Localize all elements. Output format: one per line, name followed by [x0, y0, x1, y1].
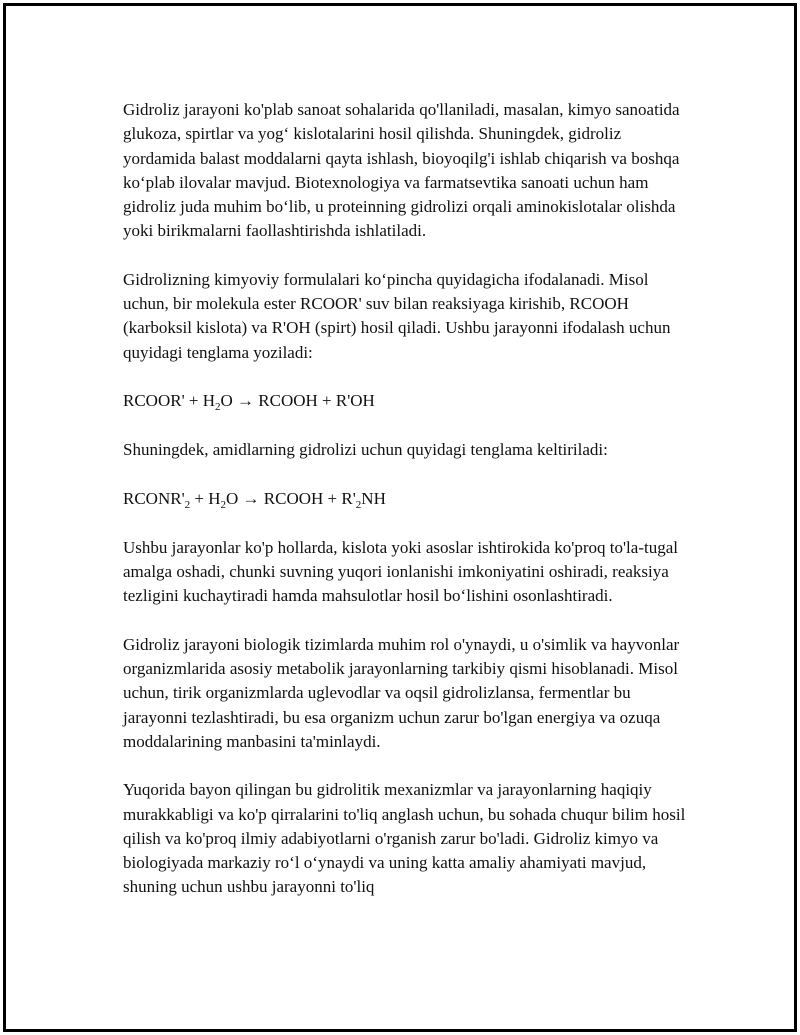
equation2-subscript-2: 2 [220, 498, 227, 511]
paragraph-industrial-uses: Gidroliz jarayoni ko'plab sanoat sohalarida qo'llaniladi, masalan, kimyo sanoatida glukoza, spirtlar va yog‘ kislotalarini hosil qilishda. Shuningdek, gidroliz yordamida balast moddalarni qayta ishlash, bioyoqilg'i ishlab chiqarish va boshqa ko‘plab ilovalar mavjud. Biotexnologiya va farmatsevtika sanoati uchun ham gidroliz juda muhim bo‘lib, u proteinning gidrolizi orqali aminokislotalar olishda yoki birikmalarni faollashtirishda ishlatiladi. [123, 100, 680, 241]
equation1-part-a: RCOOR' + H [123, 390, 215, 410]
paragraph-biological-role: Gidroliz jarayoni biologik tizimlarda muhim rol o'ynaydi, u o'simlik va hayvonlar organizmlarida asosiy metabolik jarayonlarning tarkibiy qismi hisoblanadi. Misol uchun, tirik organizmlarda uglevodlar va oqsil gidrolizlansa, fermentlar bu jarayonni tezlashtiradi, bu esa organizm uchun zarur bo'lgan energiya va ozuqa moddalarining manbasini ta'minlaydi. [123, 634, 680, 751]
equation1-subscript: 2 [215, 400, 221, 413]
page-frame [3, 3, 797, 1032]
equation1-part-b: O → RCOOH + R'OH [220, 390, 375, 410]
equation2-part-b: + H [190, 488, 221, 508]
equation-amide-hydrolysis [123, 487, 698, 511]
paragraph-catalysis: Ushbu jarayonlar ko'p hollarda, kislota yoki asoslar ishtirokida ko'proq to'la-tugal amalga oshadi, chunki suvning yuqori ionlanishi imkoniyatini oshiradi, reaksiya tezligini kuchaytiradi hamda mahsulotlar hosil bo‘lishini osonlashtiradi. [123, 537, 678, 606]
equation-ester-hydrolysis [123, 389, 698, 413]
paragraph-chemical-formulas: Gidrolizning kimyoviy formulalari ko‘pincha quyidagicha ifodalanadi. Misol uchun, bir molekula ester RCOOR' suv bilan reaksiyaga kirishib, RCOOH (karboksil kislota) va R'OH (spirt) hosil qiladi. Ushbu jarayonni ifodalash uchun quyidagi tenglama yoziladi: [123, 269, 671, 362]
paragraph-amide-intro: Shuningdek, amidlarning gidrolizi uchun quyidagi tenglama keltiriladi: [123, 440, 608, 460]
document-body [123, 98, 698, 900]
equation2-subscript-3: 2 [355, 498, 362, 511]
equation2-part-d: NH [361, 488, 386, 508]
equation2-subscript-1: 2 [184, 498, 191, 511]
equation2-part-a: RCONR' [123, 488, 185, 508]
paragraph-conclusion: Yuqorida bayon qilingan bu gidrolitik mexanizmlar va jarayonlarning haqiqiy murakkabligi va ko'p qirralarini to'liq anglash uchun, bu sohada chuqur bilim hosil qilish va ko'proq ilmiy adabiyotlarni o'rganish zarur bo'ladi. Gidroliz kimyo va biologiyada markaziy ro‘l o‘ynaydi va uning katta amaliy ahamiyati mavjud, shuning uchun ushbu jarayonni to'liq [123, 780, 686, 897]
equation2-part-c: O → RCOOH + R' [226, 488, 356, 508]
